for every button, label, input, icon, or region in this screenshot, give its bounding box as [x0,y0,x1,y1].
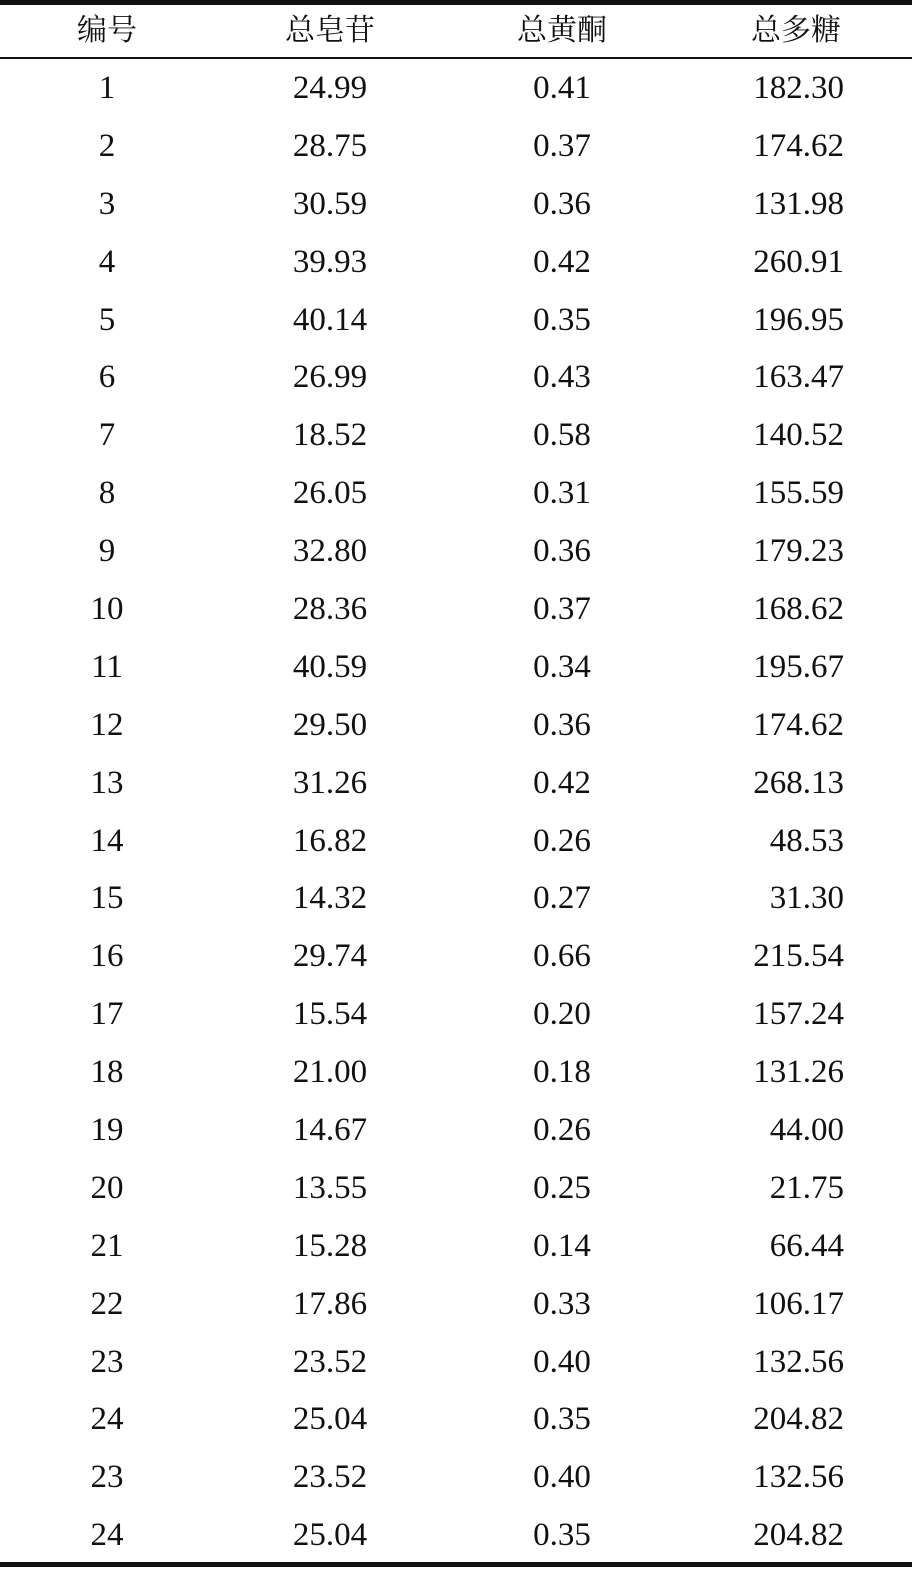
table-row [0,234,912,292]
cell-total-polysaccharides: 196.95 [753,301,844,338]
cell-total-polysaccharides: 131.26 [753,1054,844,1091]
header-total-polysaccharides: 总多糖 [751,13,841,48]
cell-total-flavonoids: 0.26 [533,822,591,859]
cell-total-saponins: 31.26 [292,764,368,801]
cell-total-flavonoids: 0.40 [533,1459,591,1496]
cell-id: 20 [90,1169,124,1206]
cell-id: 8 [98,475,116,512]
cell-total-saponins: 13.55 [292,1169,368,1206]
header-id: 编号 [77,13,137,48]
cell-total-flavonoids: 0.58 [533,417,591,454]
table-body [0,60,912,1565]
cell-id: 22 [90,1285,124,1322]
table-row [0,465,912,523]
cell-total-polysaccharides: 131.98 [753,185,844,222]
cell-total-polysaccharides: 195.67 [753,648,844,685]
cell-id: 23 [90,1343,124,1380]
cell-total-polysaccharides: 174.62 [753,706,844,743]
cell-total-saponins: 40.14 [292,301,368,338]
cell-total-flavonoids: 0.31 [533,475,591,512]
table-row [0,176,912,234]
cell-id: 24 [90,1517,124,1554]
cell-total-saponins: 30.59 [292,185,368,222]
cell-total-flavonoids: 0.43 [533,359,591,396]
cell-id: 19 [90,1112,124,1149]
table-header-rule [0,57,912,59]
table-row [0,697,912,755]
cell-id: 17 [90,996,124,1033]
cell-total-flavonoids: 0.35 [533,1517,591,1554]
cell-id: 1 [98,70,116,106]
cell-total-polysaccharides: 215.54 [753,938,844,975]
table-row [0,60,912,118]
cell-total-polysaccharides: 204.82 [753,1401,844,1438]
cell-total-flavonoids: 0.36 [533,533,591,570]
cell-total-flavonoids: 0.40 [533,1343,591,1380]
table-row [0,1102,912,1160]
cell-total-saponins: 28.36 [292,591,368,628]
cell-total-polysaccharides: 21.75 [769,1169,844,1206]
cell-total-flavonoids: 0.18 [533,1054,591,1091]
cell-total-saponins: 16.82 [292,822,368,859]
table-row [0,1334,912,1392]
header-total-saponins: 总皂苷 [285,13,375,48]
table-row [0,292,912,350]
cell-total-saponins: 26.05 [292,475,368,512]
cell-total-saponins: 28.75 [292,127,368,164]
table-row [0,581,912,639]
cell-total-saponins: 18.52 [292,417,368,454]
cell-total-flavonoids: 0.36 [533,185,591,222]
table-row [0,1391,912,1449]
table-header-row [0,5,912,57]
cell-total-polysaccharides: 163.47 [753,359,844,396]
cell-total-polysaccharides: 140.52 [753,417,844,454]
table-row [0,986,912,1044]
cell-total-saponins: 40.59 [292,648,368,685]
cell-total-saponins: 14.67 [292,1112,368,1149]
cell-total-polysaccharides: 106.17 [753,1285,844,1322]
table-row [0,118,912,176]
cell-id: 21 [90,1227,124,1264]
cell-total-flavonoids: 0.14 [533,1227,591,1264]
cell-total-polysaccharides: 260.91 [753,243,844,280]
cell-id: 4 [98,243,116,280]
table-row [0,349,912,407]
cell-id: 24 [90,1401,124,1438]
table-row [0,755,912,813]
table-row [0,523,912,581]
cell-total-polysaccharides: 132.56 [753,1343,844,1380]
cell-total-flavonoids: 0.34 [533,648,591,685]
table-row [0,1507,912,1565]
cell-total-saponins: 23.52 [292,1343,368,1380]
cell-id: 2 [98,127,116,164]
table-row [0,1449,912,1507]
cell-total-flavonoids: 0.20 [533,996,591,1033]
table-row [0,639,912,697]
table-row [0,870,912,928]
cell-total-saponins: 29.74 [292,938,368,975]
cell-total-flavonoids: 0.36 [533,706,591,743]
cell-id: 15 [90,880,124,917]
header-total-flavonoids: 总黄酮 [517,13,607,48]
cell-total-flavonoids: 0.41 [533,70,591,106]
cell-total-flavonoids: 0.25 [533,1169,591,1206]
cell-total-polysaccharides: 132.56 [753,1459,844,1496]
cell-id: 7 [98,417,116,454]
cell-total-flavonoids: 0.42 [533,243,591,280]
table-row [0,1044,912,1102]
table-row [0,1276,912,1334]
cell-total-polysaccharides: 44.00 [769,1112,844,1149]
cell-id: 11 [91,648,123,685]
cell-total-saponins: 15.28 [292,1227,368,1264]
cell-total-saponins: 25.04 [292,1401,368,1438]
cell-id: 16 [90,938,124,975]
table-row [0,1160,912,1218]
cell-total-flavonoids: 0.33 [533,1285,591,1322]
cell-id: 14 [90,822,124,859]
cell-id: 12 [90,706,124,743]
table-bottom-rule [0,1562,912,1567]
cell-total-saponins: 26.99 [292,359,368,396]
cell-total-saponins: 23.52 [292,1459,368,1496]
cell-total-polysaccharides: 157.24 [753,996,844,1033]
table-row [0,407,912,465]
cell-total-flavonoids: 0.37 [533,591,591,628]
table-row [0,1218,912,1276]
cell-total-saponins: 17.86 [292,1285,368,1322]
cell-total-saponins: 15.54 [292,996,368,1033]
cell-total-flavonoids: 0.37 [533,127,591,164]
cell-id: 5 [98,301,116,338]
cell-total-flavonoids: 0.26 [533,1112,591,1149]
cell-total-polysaccharides: 179.23 [753,533,844,570]
cell-total-polysaccharides: 48.53 [769,822,844,859]
cell-id: 18 [90,1054,124,1091]
cell-id: 13 [90,764,124,801]
cell-total-saponins: 24.99 [292,70,368,106]
cell-total-polysaccharides: 182.30 [753,70,844,106]
cell-total-polysaccharides: 268.13 [753,764,844,801]
cell-total-polysaccharides: 174.62 [753,127,844,164]
cell-total-polysaccharides: 66.44 [769,1227,844,1264]
cell-total-flavonoids: 0.35 [533,1401,591,1438]
cell-id: 9 [98,533,116,570]
cell-id: 10 [90,591,124,628]
cell-total-saponins: 32.80 [292,533,368,570]
cell-total-polysaccharides: 168.62 [753,591,844,628]
cell-total-flavonoids: 0.66 [533,938,591,975]
cell-total-saponins: 25.04 [292,1517,368,1554]
cell-total-flavonoids: 0.42 [533,764,591,801]
cell-total-saponins: 29.50 [292,706,368,743]
cell-total-saponins: 14.32 [292,880,368,917]
cell-id: 6 [98,359,116,396]
cell-total-polysaccharides: 204.82 [753,1517,844,1554]
cell-total-flavonoids: 0.35 [533,301,591,338]
cell-id: 3 [98,185,116,222]
cell-total-polysaccharides: 155.59 [753,475,844,512]
cell-total-polysaccharides: 31.30 [769,880,844,917]
table-row [0,928,912,986]
cell-id: 23 [90,1459,124,1496]
cell-total-saponins: 39.93 [292,243,368,280]
cell-total-saponins: 21.00 [292,1054,368,1091]
table-row [0,813,912,871]
cell-total-flavonoids: 0.27 [533,880,591,917]
